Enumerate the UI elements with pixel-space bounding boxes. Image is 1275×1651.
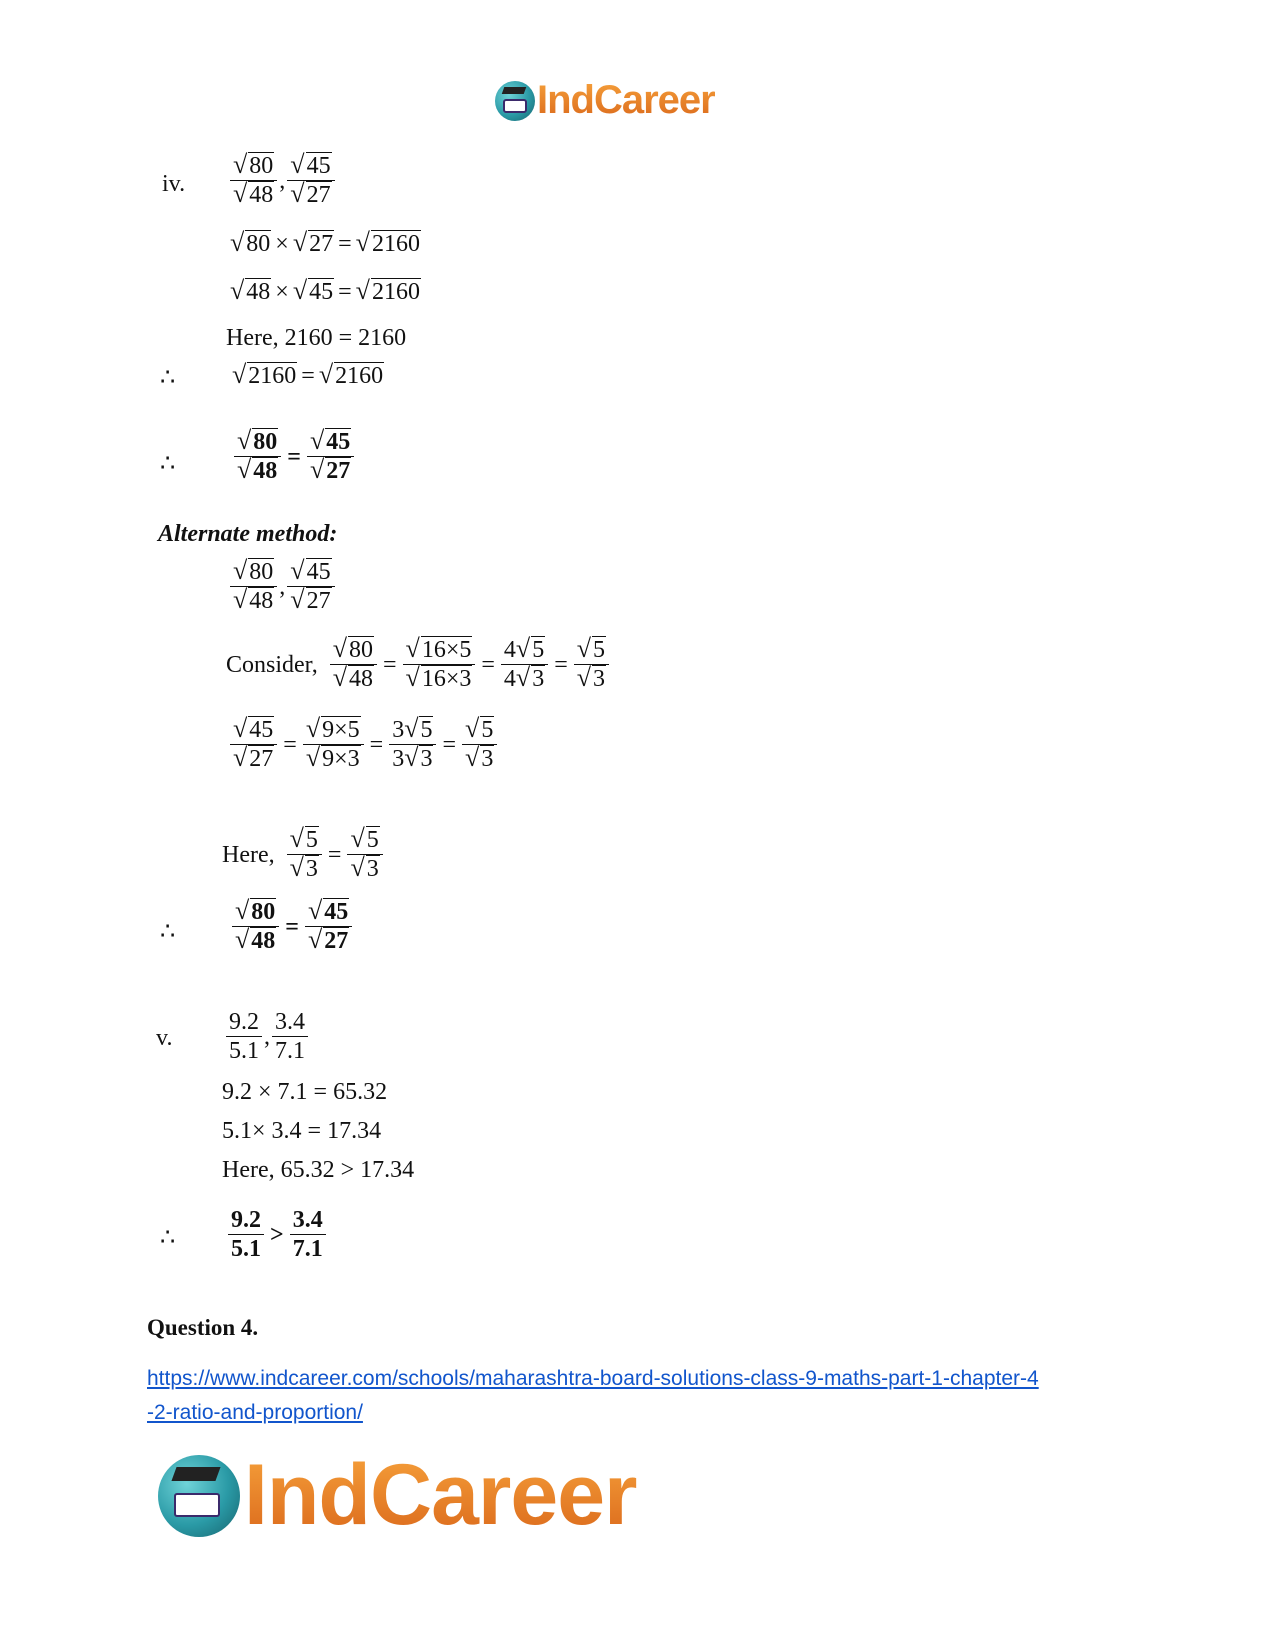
part-v-fractions: $\frac{9.2}{5.1}$ , $\frac{3.4}{7.1}$ <box>224 1008 310 1065</box>
source-link-block <box>147 1362 1157 1430</box>
alternate-conclusion: √ 80 √ 48 = √ 45 √ 27 <box>230 898 354 955</box>
here-label: Here, <box>222 841 275 868</box>
part-v-conclusion: $\frac{9.2}{5.1}$ > $\frac{3.4}{7.1}$ <box>226 1206 328 1263</box>
part-v-calc-1: 9.2 × 7.1 = 65.32 <box>222 1079 388 1105</box>
alternate-heading: Alternate method: <box>158 521 338 547</box>
source-link-line-2[interactable]: -2-ratio-and-proportion/ <box>147 1401 363 1424</box>
header-logo-text: IndCareer <box>537 78 715 122</box>
part-iv-here: Here, 2160 = 2160 <box>226 325 407 351</box>
part-v-label: v. <box>156 1025 173 1051</box>
alternate-here-line: Here, √ 5 √ 3 = √ 5 √ 3 <box>222 826 385 883</box>
part-v-here: Here, 65.32 > 17.34 <box>222 1157 415 1183</box>
therefore-symbol: ∴ <box>160 451 176 477</box>
graduation-book-icon <box>495 81 535 121</box>
footer-logo <box>158 1446 637 1545</box>
alternate-fractions: √ 80 √ 48 , √ 45 √ 27 <box>228 558 337 615</box>
header-logo <box>495 78 715 123</box>
consider-label: Consider, <box>226 651 318 678</box>
part-iv-product-1: √ 80 × √ 27 = √ 2160 <box>230 228 420 257</box>
graduation-book-icon <box>158 1455 240 1537</box>
part-iv-sqrt-equal: √ 2160 = √ 2160 <box>232 360 384 389</box>
part-iv-product-2: √ 48 × √ 45 = √ 2160 <box>230 276 420 305</box>
part-iv-label: iv. <box>162 171 186 197</box>
alternate-consider-line: Consider, √ 80 √ 48 = √ 16×5 √ 16×3 = 4 √ 5 4 √ 3 = √ 5 √ 3 <box>226 636 611 693</box>
question-title: Question 4. <box>147 1315 259 1340</box>
part-iv-fractions: √ 80 √ 48 , √ 45 √ 27 <box>228 152 337 209</box>
therefore-symbol: ∴ <box>160 919 176 945</box>
therefore-symbol: ∴ <box>160 1225 176 1251</box>
alternate-second-line: √ 45 √ 27 = √ 9×5 √ 9×3 = 3 √ 5 3 √ 3 = √ 5 √ 3 <box>228 716 499 773</box>
part-iv-conclusion: √ 80 √ 48 = √ 45 √ 27 <box>232 428 356 485</box>
therefore-symbol: ∴ <box>160 365 176 391</box>
footer-logo-text: IndCareer <box>244 1447 637 1543</box>
part-v-calc-2: 5.1× 3.4 = 17.34 <box>222 1118 382 1144</box>
source-link-line-1[interactable]: https://www.indcareer.com/schools/maharashtra-board-solutions-class-9-maths-part-1-chapter-4 <box>147 1367 1039 1390</box>
